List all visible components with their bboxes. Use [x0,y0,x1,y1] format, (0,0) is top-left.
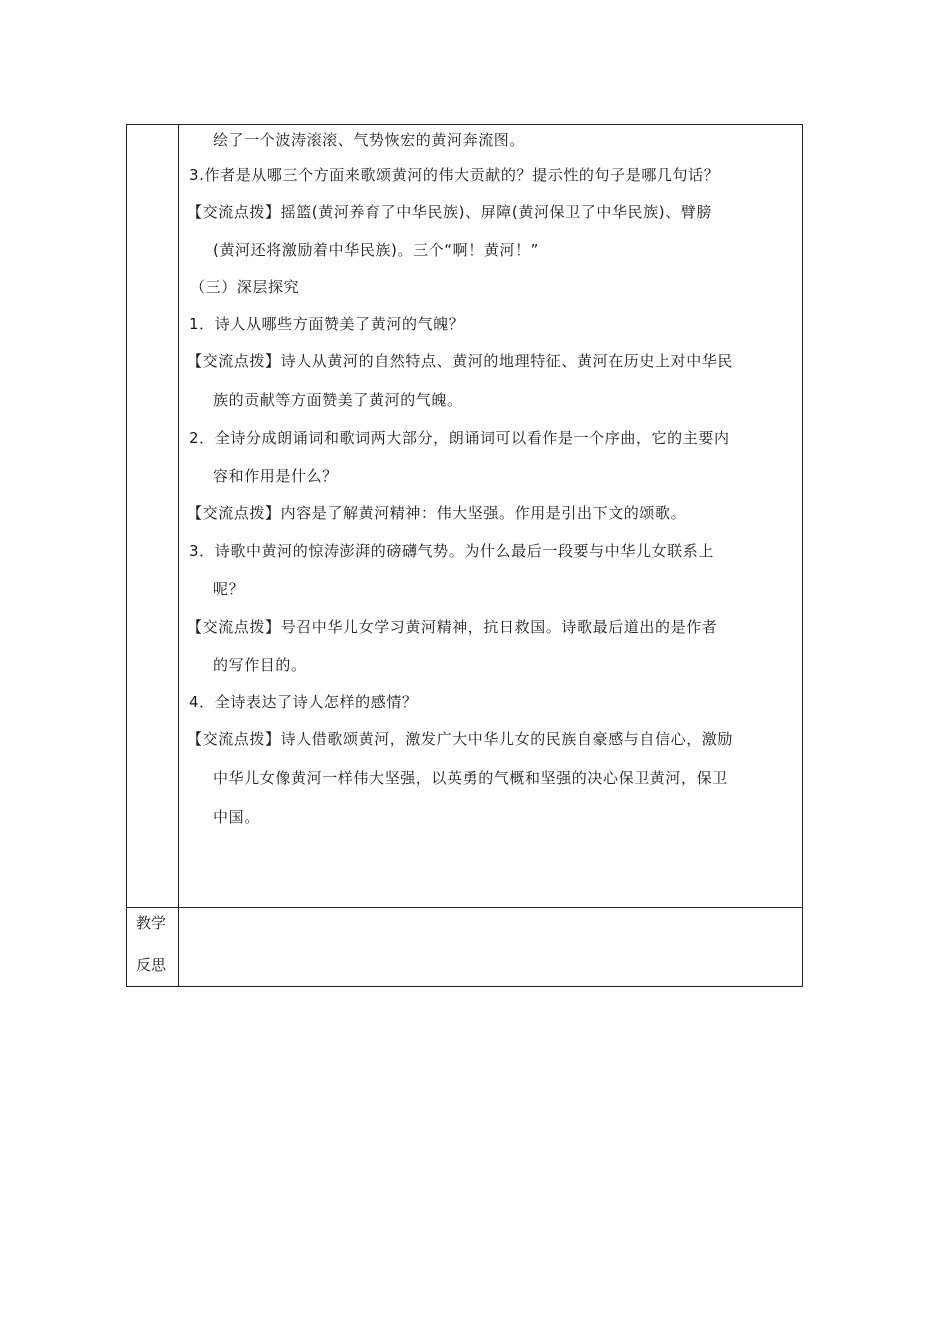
question-1: 1．诗人从哪些方面赞美了黄河的气魄？ [189,315,465,333]
text-line: (黄河还将激励着中华民族)。三个“啊！黄河！” [213,241,540,259]
question-3: 3．诗歌中黄河的惊涛澎湃的磅礴气势。为什么最后一段要与中华儿女联系上 [189,542,714,560]
column-divider [178,908,179,986]
lesson-table [126,124,803,987]
exchange-tip: 【交流点拨】诗人借歌颂黄河，激发广大中华儿女的民族自豪感与自信心，激励 [187,730,734,748]
text-line: 呢？ [213,580,245,598]
text-line: 绘了一个波涛滚滚、气势恢宏的黄河奔流图。 [213,131,526,149]
text-line: 中华儿女像黄河一样伟大坚强，以英勇的气概和坚强的决心保卫黄河，保卫 [213,769,728,787]
question-3: 3.作者是从哪三个方面来歌颂黄河的伟大贡献的？提示性的句子是哪几句话？ [189,166,720,184]
section-heading: （三）深层探究 [190,278,300,296]
exchange-tip: 【交流点拨】号召中华儿女学习黄河精神，抗日救国。诗歌最后道出的是作者 [187,618,718,636]
reflection-label [127,908,178,986]
exchange-tip: 【交流点拨】摇篮(黄河养育了中华民族)、屏障(黄河保卫了中华民族)、臂膀 [187,203,713,221]
text-segment: 族的贡献等方面赞美了黄河的气魄。 [213,391,463,409]
text-line: 容和作用是什么？ [213,467,338,485]
content-lines [127,125,802,907]
reflection-label-line2: 反思 [136,956,167,974]
text-line: 的写作目的。 [213,656,307,674]
question-4: 4．全诗表达了诗人怎样的感情？ [189,693,418,711]
text-line: 中国。 [213,808,260,826]
question-2: 2．全诗分成朗诵词和歌词两大部分，朗诵词可以看作是一个序曲，它的主要内 [189,429,730,447]
text-line [213,390,463,410]
content-row [127,125,802,908]
reflection-row [127,908,802,986]
exchange-tip: 【交流点拨】诗人从黄河的自然特点、黄河的地理特征、黄河在历史上对中华民 [187,352,734,370]
exchange-tip: 【交流点拨】内容是了解黄河精神：伟大坚强。作用是引出下文的颂歌。 [187,504,687,522]
reflection-label-line1: 教学 [136,914,167,932]
